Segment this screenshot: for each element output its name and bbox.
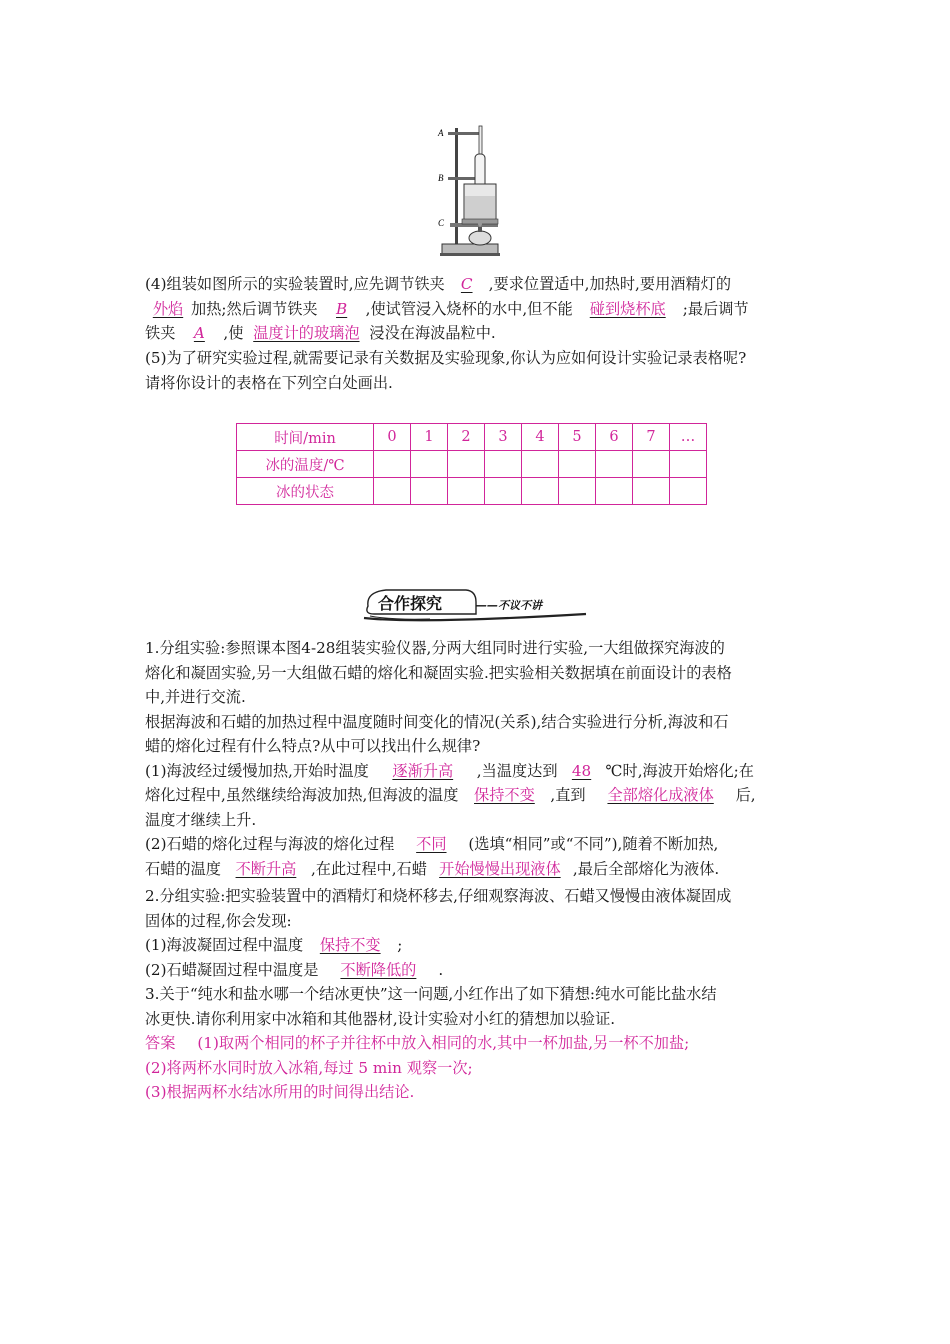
- p3-line-2: 冰更快.请你利用家中冰箱和其他器材,设计实验对小红的猜想加以验证.: [145, 1009, 616, 1028]
- section-title: 合作探究: [378, 594, 443, 613]
- answer-b: B: [336, 299, 348, 318]
- p2-sub1: (1)海波凝固过程中温度 保持不变 ;: [145, 933, 817, 958]
- time-cell: 2: [448, 424, 485, 451]
- p1-sub2-line-1: (2)石蜡的熔化过程与海波的熔化过程 不同 (选填“相同”或“不同”),随着不断加热,: [145, 832, 817, 857]
- p3-answer-line-2: (2)将两杯水同时放入冰箱,每过 5 min 观察一次;: [145, 1058, 473, 1077]
- p1-line-4: 根据海波和石蜡的加热过程中温度随时间变化的情况(关系),结合实验进行分析,海波和石: [145, 712, 729, 731]
- empty-cell: [485, 478, 522, 505]
- answer-keeps-falling: 不断降低的: [340, 960, 417, 979]
- answer-thermometer-bulb: 温度计的玻璃泡: [253, 324, 360, 342]
- time-cell: 4: [522, 424, 559, 451]
- p2-line-2: 固体的过程,你会发现:: [145, 911, 292, 930]
- answer-different: 不同: [416, 835, 447, 853]
- answer-c: C: [460, 275, 473, 293]
- time-cell: 0: [374, 424, 411, 451]
- time-cell: …: [670, 424, 707, 451]
- q4-line-3: 铁夹 A ,使 温度计的玻璃泡 浸没在海波晶粒中.: [145, 321, 817, 346]
- section-banner: [360, 584, 592, 624]
- row-label-time: 时间/min: [237, 424, 374, 451]
- part-3: [145, 982, 817, 1105]
- answer-remain-constant: 保持不变: [474, 786, 535, 804]
- empty-cell: [522, 478, 559, 505]
- row-label-temp: 冰的温度/℃: [237, 451, 374, 478]
- question-4: [145, 272, 817, 346]
- p1-sub2-line-2: 石蜡的温度 不断升高 ,在此过程中,石蜡 开始慢慢出现液体 ,最后全部熔化为液体.: [145, 857, 817, 882]
- time-cell: 6: [596, 424, 633, 451]
- q5-line-2: 请将你设计的表格在下列空白处画出.: [145, 373, 393, 392]
- q4-line-1: (4)组装如图所示的实验装置时,应先调节铁夹 C ,要求位置适中,加热时,要用酒精灯的: [145, 272, 817, 297]
- empty-cell: [559, 451, 596, 478]
- answer-outer-flame: 外焰: [152, 299, 184, 318]
- empty-cell: [596, 451, 633, 478]
- p1-line-3: 中,并进行交流.: [145, 688, 246, 706]
- empty-cell: [448, 478, 485, 505]
- p1-sub1-line-3: 温度才继续上升.: [145, 810, 257, 829]
- p3-answer-line-1: 答案 (1)取两个相同的杯子并往杯中放入相同的水,其中一杯加盐,另一杯不加盐;: [145, 1034, 690, 1052]
- table-row: [237, 478, 707, 505]
- empty-cell: [670, 478, 707, 505]
- empty-cell: [633, 478, 670, 505]
- answer-a: A: [193, 324, 205, 342]
- p2-line-1: 2.分组实验:把实验装置中的酒精灯和烧杯移去,仔细观察海波、石蜡又慢慢由液体凝固成: [145, 887, 732, 905]
- p3-answer-line-3: (3)根据两杯水结冰所用的时间得出结论.: [145, 1083, 415, 1101]
- p1-line-1: 1.分组实验:参照课本图4-28组装实验仪器,分两大组同时进行实验,一大组做探究海波的: [145, 639, 725, 657]
- section-banner-graphic: [360, 584, 592, 624]
- answer-beaker-bottom: 碰到烧杯底: [589, 299, 666, 318]
- empty-cell: [633, 451, 670, 478]
- answer-liquid-appears: 开始慢慢出现液体: [439, 859, 561, 878]
- part-1: [145, 636, 817, 881]
- label-a: A: [438, 128, 444, 138]
- answer-keeps-rising: 不断升高: [235, 859, 297, 878]
- apparatus-drawing: [436, 124, 502, 260]
- answer-48: 48: [571, 761, 592, 780]
- p1-line-2: 熔化和凝固实验,另一大组做石蜡的熔化和凝固实验.把实验相关数据填在前面设计的表格: [145, 663, 732, 682]
- empty-cell: [411, 478, 448, 505]
- empty-cell: [522, 451, 559, 478]
- part-2: [145, 884, 817, 982]
- table-row: [237, 424, 707, 451]
- p1-sub1-line-1: (1)海波经过缓慢加热,开始时温度 逐渐升高 ,当温度达到 48 ℃时,海波开始熔化;在: [145, 759, 817, 784]
- p2-sub2: (2)石蜡凝固过程中温度是 不断降低的 .: [145, 958, 817, 983]
- empty-cell: [448, 451, 485, 478]
- answer-remain-constant-2: 保持不变: [319, 936, 381, 954]
- p1-sub1-line-2: 熔化过程中,虽然继续给海波加热,但海波的温度 保持不变 ,直到 全部熔化成液体 后,: [145, 783, 817, 808]
- answer-fully-melted: 全部熔化成液体: [607, 786, 714, 804]
- question-5: [145, 346, 817, 395]
- empty-cell: [374, 478, 411, 505]
- label-b: B: [438, 173, 444, 183]
- empty-cell: [559, 478, 596, 505]
- q4-line-2: 外焰 加热;然后调节铁夹 B ,使试管浸入烧杯的水中,但不能 碰到烧杯底 ;最后调节: [145, 297, 817, 322]
- section-subtitle: ——不议不讲: [476, 599, 542, 612]
- p3-line-1: 3.关于“纯水和盐水哪一个结冰更快”这一问题,小红作出了如下猜想:纯水可能比盐水结: [145, 985, 717, 1003]
- row-label-state: 冰的状态: [237, 478, 374, 505]
- apparatus-figure: [436, 124, 502, 260]
- label-c: C: [438, 218, 445, 228]
- empty-cell: [670, 451, 707, 478]
- time-cell: 3: [485, 424, 522, 451]
- table-row: [237, 451, 707, 478]
- answer-gradually-rising: 逐渐升高: [392, 761, 454, 780]
- p1-line-5: 蜡的熔化过程有什么特点?从中可以找出什么规律?: [145, 737, 481, 755]
- q5-line-1: (5)为了研究实验过程,就需要记录有关数据及实验现象,你认为应如何设计实验记录表格呢?: [145, 349, 747, 367]
- answer-label: 答案: [145, 1034, 176, 1052]
- record-table: [236, 423, 707, 505]
- time-cell: 5: [559, 424, 596, 451]
- time-cell: 1: [411, 424, 448, 451]
- time-cell: 7: [633, 424, 670, 451]
- empty-cell: [485, 451, 522, 478]
- empty-cell: [596, 478, 633, 505]
- empty-cell: [411, 451, 448, 478]
- empty-cell: [374, 451, 411, 478]
